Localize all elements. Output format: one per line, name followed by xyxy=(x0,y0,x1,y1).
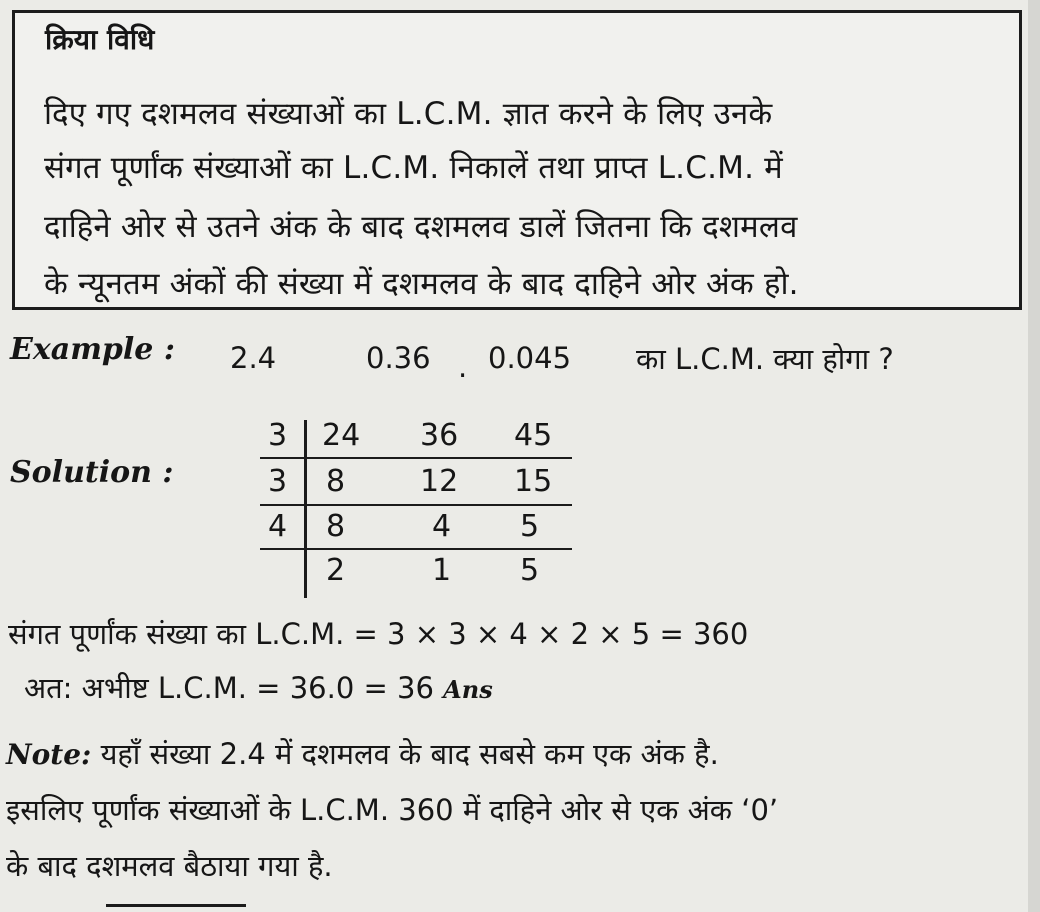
table-cell: 1 xyxy=(432,553,452,588)
method-line-2: संगत पूर्णांक संख्याओं का L.C.M. निकालें तथा प्राप्त L.C.M. में xyxy=(44,150,783,186)
division-table xyxy=(240,412,580,602)
table-cell: 36 xyxy=(420,418,459,453)
note-text-1: यहाँ संख्या 2.4 में दशमलव के बाद सबसे कम एक अंक है. xyxy=(100,737,719,771)
example-value-3: 0.045 xyxy=(488,341,572,375)
table-cell: 45 xyxy=(514,418,553,453)
lcm-line: संगत पूर्णांक संख्या का L.C.M. = 3 × 3 × 4 × 2 × 5 = 360 xyxy=(8,617,749,651)
table-cell: 2 xyxy=(326,553,346,588)
table-cell: 8 xyxy=(326,464,346,499)
result-text: अत: अभीष्ट L.C.M. = 36.0 = 36 xyxy=(24,671,434,705)
note-label: Note: xyxy=(6,738,92,771)
example-value-1: 2.4 xyxy=(230,341,277,375)
result-line xyxy=(24,668,493,707)
method-line-1: दिए गए दशमलव संख्याओं का L.C.M. ज्ञात करने के लिए उनके xyxy=(44,96,773,132)
table-cell: 5 xyxy=(520,509,540,544)
table-cell: 4 xyxy=(432,509,452,544)
example-label: Example : xyxy=(10,332,175,367)
footer-rule xyxy=(106,904,246,907)
ans-label: Ans xyxy=(443,675,493,704)
table-cell: 8 xyxy=(326,509,346,544)
table-cell: 12 xyxy=(420,464,459,499)
table-rule-2 xyxy=(260,504,572,506)
page-edge-shadow xyxy=(1028,0,1040,912)
note-line-2: इसलिए पूर्णांक संख्याओं के L.C.M. 360 में दाहिने ओर से एक अंक ‘0’ xyxy=(6,793,779,827)
example-value-2: 0.36 xyxy=(366,341,431,375)
table-cell: 15 xyxy=(514,464,553,499)
table-cell: 24 xyxy=(322,418,361,453)
table-rule-1 xyxy=(260,457,572,459)
table-cell: 5 xyxy=(520,553,540,588)
method-line-3: दाहिने ओर से उतने अंक के बाद दशमलव डालें जितना कि दशमलव xyxy=(44,209,798,245)
note-line-3: के बाद दशमलव बैठाया गया है. xyxy=(6,849,333,883)
solution-label: Solution : xyxy=(10,455,174,490)
table-divisor: 3 xyxy=(268,464,288,499)
table-rule-3 xyxy=(260,548,572,550)
note-line-1 xyxy=(6,734,719,773)
table-divisor: 4 xyxy=(268,509,288,544)
method-title: क्रिया विधि xyxy=(45,23,155,56)
table-vertical-rule xyxy=(304,420,307,598)
table-divisor: 3 xyxy=(268,418,288,453)
method-line-4: के न्यूनतम अंकों की संख्या में दशमलव के बाद दाहिने ओर अंक हो. xyxy=(44,266,799,302)
example-question: का L.C.M. क्या होगा ? xyxy=(636,342,894,376)
example-separator: . xyxy=(458,350,468,384)
